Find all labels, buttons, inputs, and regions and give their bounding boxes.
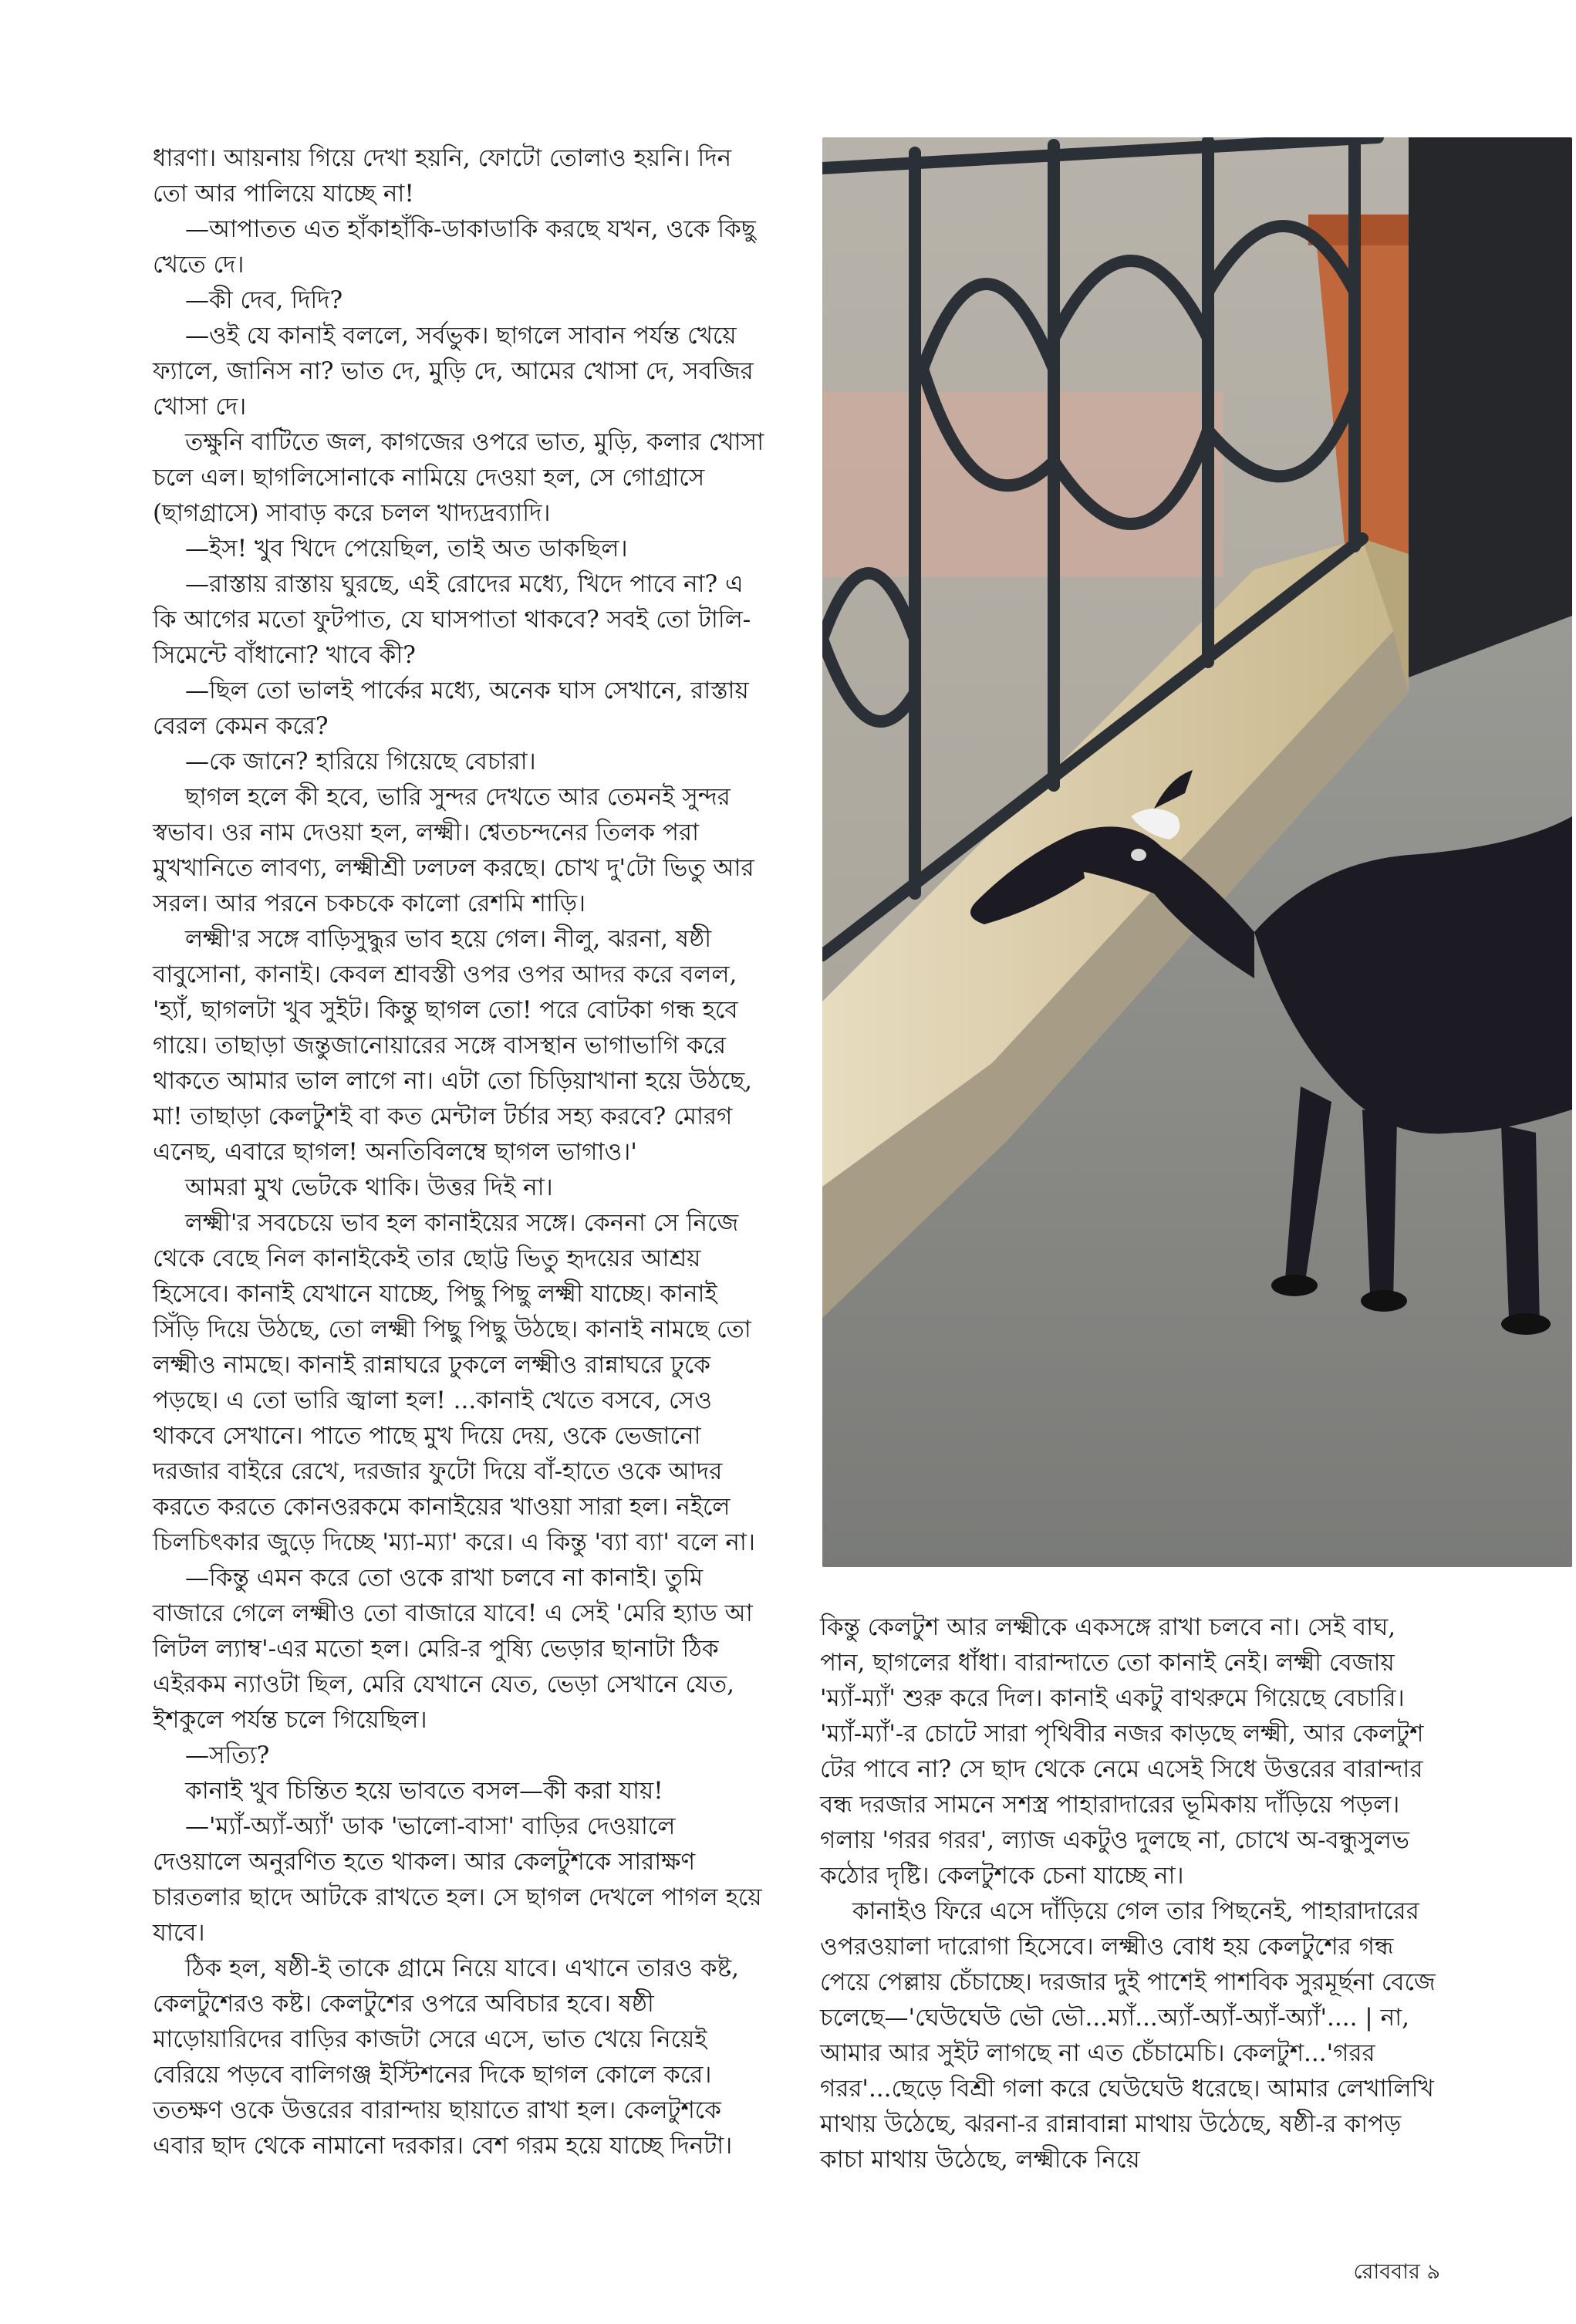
paragraph: —আপাতত এত হাঁকাহাঁকি-ডাকাডাকি করছে যখন, ওকে কিছু খেতে দে।	[153, 215, 756, 279]
paragraph: —কী দেব, দিদি?	[185, 286, 343, 314]
paragraph: লক্ষ্মী'র সঙ্গে বাড়িসুদ্ধুর ভাব হয়ে গেল। নীলু, ঝরনা, ষষ্ঠী বাবুসোনা, কানাই। কেবল শ্রাবস্তী ওপর ওপর আদর করে বলল, 'হ্যাঁ, ছাগলটা খুব সুইট। কিন্তু ছাগল তো! পরে বোটকা গন্ধ হবে গায়ে। তাছাড়া জন্তুজানোয়ারের সঙ্গে বাসস্থান ভাগাভাগি করে থাকতে আমার ভাল লাগে না। এটা তো চিড়িয়াখানা হয়ে উঠছে, মা! তাছাড়া কেলটুশই বা কত মেন্টাল টর্চার সহ্য করবে? মোরগ এনেছ, এবারে ছাগল! অনতিবিলম্বে ছাগল ভাগাও।'	[153, 925, 752, 1166]
right-text-column	[820, 1610, 1437, 2177]
paragraph: —ওই যে কানাই বললে, সর্বভুক। ছাগলে সাবান পর্যন্ত খেয়ে ফ্যালে, জানিস না? ভাত দে, মুড়ি দে, আমের খোসা দে, সবজির খোসা দে।	[153, 322, 754, 421]
paragraph: লক্ষ্মী'র সবচেয়ে ভাব হল কানাইয়ের সঙ্গে। কেননা সে নিজে থেকে বেছে নিল কানাইকেই তার ছোট্ট ভিতু হৃদয়ের আশ্রয় হিসেবে। কানাই যেখানে যাচ্ছে, পিছু পিছু লক্ষ্মী যাচ্ছে। কানাই সিঁড়ি দিয়ে উঠছে, তো লক্ষ্মী পিছু পিছু উঠছে। কানাই নামছে তো লক্ষ্মীও নামছে। কানাই রান্নাঘরে ঢুকলে লক্ষ্মীও রান্নাঘরে ঢুকে পড়ছে। এ তো ভারি জ্বালা হল! ...কানাই খেতে বসবে, সেও থাকবে সেখানে। পাতে পাছে মুখ দিয়ে দেয়, ওকে ভেজানো দরজার বাইরে রেখে, দরজার ফুটো দিয়ে বাঁ-হাতে ওকে আদর করতে করতে কোনওরকমে কানাইয়ের খাওয়া সারা হল। নইলে চিলচিৎকার জুড়ে দিচ্ছে 'ম্যা-ম্যা' করে। এ কিন্তু 'ব্যা ব্যা' বলে না।	[153, 1209, 756, 1556]
paragraph: —সত্যি?	[185, 1741, 270, 1769]
paragraph: —কিন্তু এমন করে তো ওকে রাখা চলবে না কানাই। তুমি বাজারে গেলে লক্ষ্মীও তো বাজারে যাবে! এ সেই 'মেরি হ্যাড আ লিটল ল্যাম্ব'-এর মতো হল। মেরি-র পুষ্যি ভেড়ার ছানাটা ঠিক এইরকম ন্যাওটা ছিল, মেরি যেখানে যেত, ভেড়া সেখানে যেত, ইশকুলে পর্যন্ত চলে গিয়েছিল।	[153, 1564, 753, 1734]
goat-photo	[822, 137, 1572, 1567]
goat-photo-illustration	[822, 137, 1572, 1567]
paragraph: কানাই খুব চিন্তিত হয়ে ভাবতে বসল—কী করা যায়!	[185, 1777, 663, 1805]
paragraph: তক্ষুনি বাটিতে জল, কাগজের ওপরে ভাত, মুড়ি, কলার খোসা চলে এল। ছাগলিসোনাকে নামিয়ে দেওয়া হল, সে গোগ্রাসে (ছাগগ্রাসে) সাবাড় করে চলল খাদ্যদ্রব্যাদি।	[153, 428, 764, 527]
paragraph: —ছিল তো ভালই পার্কের মধ্যে, অনেক ঘাস সেখানে, রাস্তায় বেরল কেমন করে?	[153, 677, 749, 740]
paragraph: ঠিক হল, ষষ্ঠী-ই তাকে গ্রামে নিয়ে যাবে। এখানে তারও কষ্ট, কেলটুশেরও কষ্ট। কেলটুশের ওপরে অবিচার হবে। ষষ্ঠী মাড়োয়ারিদের বাড়ির কাজটা সেরে এসে, ভাত খেয়ে নিয়েই বেরিয়ে পড়বে বালিগঞ্জ ইস্টিশনের দিকে ছাগল কোলে করে। ততক্ষণ ওকে উত্তরের বারান্দায় ছায়াতে রাখা হল। কেলটুশকে এবার ছাদ থেকে নামানো দরকার। বেশ গরম হয়ে যাচ্ছে দিনটা।	[153, 1954, 739, 2160]
paragraph: কানাইও ফিরে এসে দাঁড়িয়ে গেল তার পিছনেই, পাহারাদারের ওপরওয়ালা দারোগা হিসেবে। লক্ষ্মীও বোধ হয় কেলটুশের গন্ধ পেয়ে পেল্লায় চেঁচাচ্ছে। দরজার দুই পাশেই পাশবিক সুরমূর্ছনা বেজে চলেছে—'ঘেউঘেউ ভৌ ভৌ...ম্যাঁ...অ্যাঁ-অ্যাঁ-অ্যাঁ-অ্যাঁ'.... | না, আমার আর সুইট লাগছে না এত চেঁচামেচি। কেলটুশ...'গরর গরর'...ছেড়ে বিশ্রী গলা করে ঘেউঘেউ ধরেছে। আমার লেখালিখি মাথায় উঠেছে, ঝরনা-র রান্নাবান্না মাথায় উঠেছে, ষষ্ঠী-র কাপড় কাচা মাথায় উঠেছে, লক্ষ্মীকে নিয়ে	[820, 1897, 1436, 2174]
paragraph: ধারণা। আয়নায় গিয়ে দেখা হয়নি, ফোটো তোলাও হয়নি। দিন তো আর পালিয়ে যাচ্ছে না!	[153, 144, 732, 208]
paragraph: —'ম্যাঁ-অ্যাঁ-অ্যাঁ' ডাক 'ভালো-বাসা' বাড়ির দেওয়ালে দেওয়ালে অনুরণিত হতে থাকল। আর কেলটুশকে সারাক্ষণ চারতলার ছাদে আটকে রাখতে হল। সে ছাগল দেখলে পাগল হয়ে যাবে।	[153, 1812, 762, 1947]
left-text-column	[153, 140, 766, 2164]
paragraph: আমরা মুখ ভেটকে থাকি। উত্তর দিই না।	[185, 1174, 553, 1201]
paragraph: —কে জানে? হারিয়ে গিয়েছে বেচারা।	[185, 748, 536, 775]
paragraph: কিন্তু কেলটুশ আর লক্ষ্মীকে একসঙ্গে রাখা চলবে না। সেই বাঘ, পান, ছাগলের ধাঁধা। বারান্দাতে তো কানাই নেই। লক্ষ্মী বেজায় 'ম্যাঁ-ম্যাঁ' শুরু করে দিল। কানাই একটু বাথরুমে গিয়েছে বেচারি। 'ম্যাঁ-ম্যাঁ'-র চোটে সারা পৃথিবীর নজর কাড়ছে লক্ষ্মী, আর কেলটুশ টের পাবে না? সে ছাদ থেকে নেমে এসেই সিধে উত্তরের বারান্দার বন্ধ দরজার সামনে সশস্ত্র পাহারাদারের ভূমিকায় দাঁড়িয়ে পড়ল। গলায় 'গরর গরর', ল্যাজ একটুও দুলছে না, চোখে অ-বন্ধুসুলভ কঠোর দৃষ্টি। কেলটুশকে চেনা যাচ্ছে না।	[820, 1613, 1424, 1890]
page-folio: রোববার ৯	[1353, 2260, 1440, 2284]
paragraph: —রাস্তায় রাস্তায় ঘুরছে, এই রোদের মধ্যে, খিদে পাবে না? এ কি আগের মতো ফুটপাত, যে ঘাসপাতা থাকবে? সবই তো টালি-সিমেন্টে বাঁধানো? খাবে কী?	[153, 570, 751, 669]
paragraph: ছাগল হলে কী হবে, ভারি সুন্দর দেখতে আর তেমনই সুন্দর স্বভাব। ওর নাম দেওয়া হল, লক্ষ্মী। শ্বেতচন্দনের তিলক পরা মুখখানিতে লাবণ্য, লক্ষ্মীশ্রী ঢলঢল করছে। চোখ দু'টো ভিতু আর সরল। আর পরনে চকচকে কালো রেশমি শাড়ি।	[153, 783, 754, 917]
paragraph: —ইস! খুব খিদে পেয়েছিল, তাই অত ডাকছিল।	[185, 535, 628, 562]
